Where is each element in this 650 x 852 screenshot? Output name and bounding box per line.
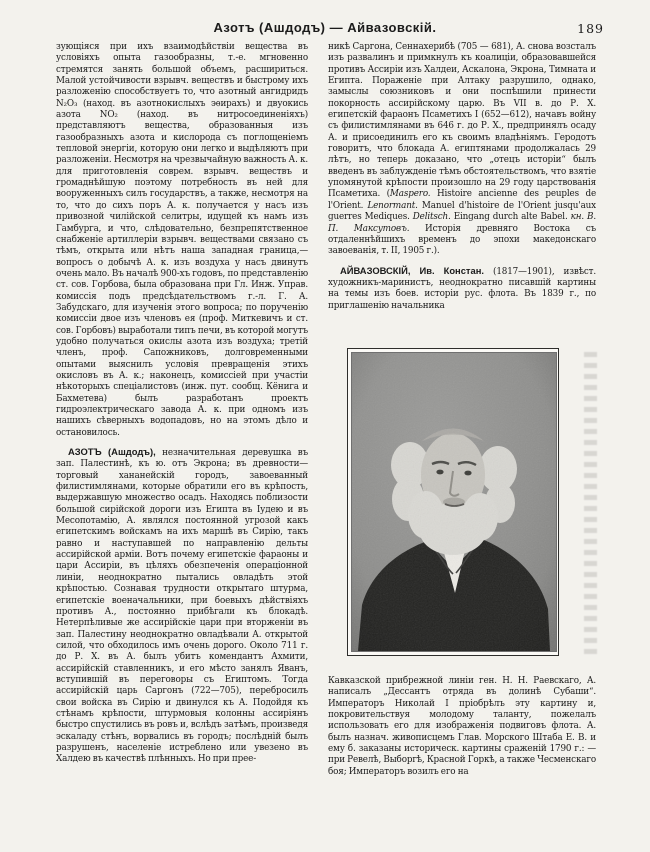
paragraph-aivazovsky-after-photo [328, 676, 596, 778]
right-column-top [328, 42, 596, 312]
running-head [0, 20, 650, 35]
biblio-text-3: Eingang durch alte Babel. [450, 212, 571, 223]
text-run-ashdod-cont: никѣ Саргона, Сеннахерибѣ (705 — 681), А. снова возсталъ изъ развалинъ и примкнулъ къ коалиціи, образовавшейся противъ Ассиріи изъ Халдеи, Аскалона, Экрона, Тимната и Египта. Пораженіе при Алтаку разрушило, однако, замыслы союзниковъ и они поспѣшили принести покорность ассирійскому царю. Въ VII в. до Р. Х. египетскій фараонъ Псаметихъ I (652—612), начавъ войну съ филистимлянами въ 646 г. до Р. Х., предпринялъ осаду А. и присоединилъ его къ своимъ владѣніямъ. Геродотъ говоритъ, что блокада А. египтянами продолжалась 29 лѣтъ, но теперь доказано, что „отецъ исторіи“ былъ введенъ въ заблужденіе тѣмъ обстоятельствомъ, что взятіе упомянутой крѣпости произошло на 29 году царствованія Псаметиха. ( [328, 42, 596, 200]
biblio-author-maksutov: кн. В. П. Максутовъ. [328, 212, 596, 234]
biblio-text-2: Manuel d'histoire de l'Orient jusqu'aux guerres Mediques. [328, 200, 596, 223]
paragraph-ashdod-continuation [328, 42, 596, 258]
text-run-azot: зующіяся при ихъ взаимодѣйствіи вещества въ условіяхъ опыта газообразны, т.-е. мгновенно стремятся занять большой объемъ, расшириться. Малой устойчивости взрывч. веществъ и быстрому ихъ разложенію способствуетъ то, что азотный ангидридъ N₂O₃ (наход. въ азотнокислыхъ эѳирахъ) и двуокись азота NO₂ (наход. въ нитросоединеніяхъ) представляютъ вещества, образованныя изъ газообразныхъ азота и кислорода съ поглощеніемъ тепловой энергіи, которую они легко и выдѣляютъ при разложеніи. Несмотря на чрезвычайную важность А. к. для приготовленія соврем. взрывч. веществъ и громаднѣйшую поэтому потребность въ ней для вооруженныхъ силъ государствъ, а также, несмотря на то, что до сихъ поръ А. к. получается у насъ изъ привозной чилійской селитры, идущей къ намъ изъ Гамбурга, и что, слѣдовательно, безпрепятственное снабженіе артиллеріи взрывч. веществами связано съ тѣмъ, открыта или нѣтъ наша западная граница,—вопросъ о добычѣ А. к. изъ воздуха у насъ двинутъ очень мало. Въ началѣ 900-хъ годовъ, по представленію ст. сов. Горбова, была образована при Гл. Инж. Управ. комиссія подъ предсѣдательствомъ г.-л. Г. А. Забудскаго, для изученія этого вопроса; по порученію комиссіи двое изъ членовъ ея (проф. Миткевичъ и ст. сов. Горбовъ) выработали типъ печи, въ которой могутъ удобно получаться окислы азота изъ воздуха; третій членъ, проф. Сапожниковъ, долговременными опытами выяснилъ условія превращенія этихъ окисловъ въ А. к.; наконецъ, комиссіей при участіи нѣкоторыхъ спеціалистовъ (инж. пут. сообщ. Кёнига и Бахметева) былъ разработанъ проектъ гидроэлектрическаго завода А. к. при одномъ изъ нашихъ сѣверныхъ водопадовъ, но на этомъ дѣло и остановилось. [56, 42, 308, 438]
biblio-author-lenormant: Lenormant. [367, 200, 418, 211]
page-bleed-through-artifact [584, 352, 597, 656]
biblio-text-1: Histoire ancienne des peuples de l'Orient. [328, 189, 597, 211]
article-aivazovsky-heading: АЙВАЗОВСКІЙ, Ив. Констан. [340, 264, 484, 276]
right-column-bottom [328, 676, 596, 778]
text-run-after-photo: Кавказской прибрежной линіи ген. Н. Н. Раевскаго, А. написалъ „Дессантъ отряда въ долинѣ Субаши“. Императоръ Николай I пріобрѣлъ эту картину и, покровительствуя молодому таланту, пожелалъ использовать его для изображенія подвиговъ флота. А. былъ назнач. живописцемъ Глав. Морского Штаба Е. В. и ему б. заказаны историческ. картины сраженій 1790 г.: — при Ревелѣ, Выборгѣ, Красной Горкѣ, а также Чесменскаго боя; Императоръ возилъ его на [328, 676, 596, 777]
biblio-text-4: Исторія древняго Востока съ отдаленнѣйшихъ временъ до эпохи македонскаго завоеванія, т. II, 1905 г.). [328, 223, 596, 257]
article-aivazovsky [328, 265, 596, 312]
running-head-title: Азотъ (Ашдодъ) — Айвазовскій. [213, 20, 437, 35]
photo-grain [352, 353, 556, 651]
article-ashdod-heading: АЗОТЪ (Ашдодъ), [68, 446, 156, 458]
article-ashdod [56, 446, 308, 766]
left-column [56, 42, 308, 766]
article-ashdod-body: незначительная деревушка въ зап. Палестинѣ, къ ю. отъ Экрона; въ древности—торговый хананейскій городъ, завоеванный филистимлянами, которые обратили его въ крѣпость, выдержавшую множество осадъ. Находясь поблизости большой сирійской дороги изъ Египта въ Іудею и въ Месопотамію, А. являлся постоянной угрозой какъ египетскимъ войскамъ на ихъ маршѣ въ Сирію, такъ равно и наступавшей по направленію дельты ассирійской арміи. Вотъ почему египетскіе фараоны и цари Ассиріи, въ цѣляхъ обезпеченія операціонной линіи, неоднократно пытались овладѣть этой крѣпостью. Сознавая трудности открытаго штурма, египетскіе военачальники, при боевыхъ дѣйствіяхъ противъ А., постоянно прибѣгали къ блокадѣ. Нетерпѣливые же ассирійскіе цари при вторженіи въ зап. Палестину неоднократно овладѣвали А. открытой силой, что обходилось имъ очень дорого. Около 711 г. до Р. Х. въ А. былъ убитъ комендантъ Ахмити, ассирійскій ставленникъ, и его мѣсто занялъ Яванъ, вступившій въ переговоры съ Египтомъ. Тогда ассирійскій царь Саргонъ (722—705), перебросилъ свои войска въ Сирію и двинулся къ А. Подойдя къ стѣнамъ крѣпости, штурмовыя колонны ассиріянъ быстро спустились въ ровъ и, вслѣдъ затѣмъ, произведя эскаладу стѣнъ, ворвались въ городъ; послѣдній былъ разрушенъ, населеніе истреблено или увезено въ Халдею въ качествѣ плѣнныхъ. Но при прее- [56, 448, 309, 765]
paragraph-azot-continuation [56, 42, 308, 439]
biblio-author-delitsch: Delitsch. [412, 212, 451, 223]
biblio-author-maspero: Maspero. [389, 189, 431, 200]
article-aivazovsky-lead: (1817—1901), извѣст. художникъ-маринистъ, неоднократно писавшій картины на темы изъ боев. исторіи рус. флота. Въ 1839 г., по приглашенію начальника [328, 266, 596, 311]
aivazovsky-portrait-photo [347, 348, 559, 656]
portrait-photo-image [351, 352, 557, 652]
page-number: 189 [577, 21, 604, 36]
